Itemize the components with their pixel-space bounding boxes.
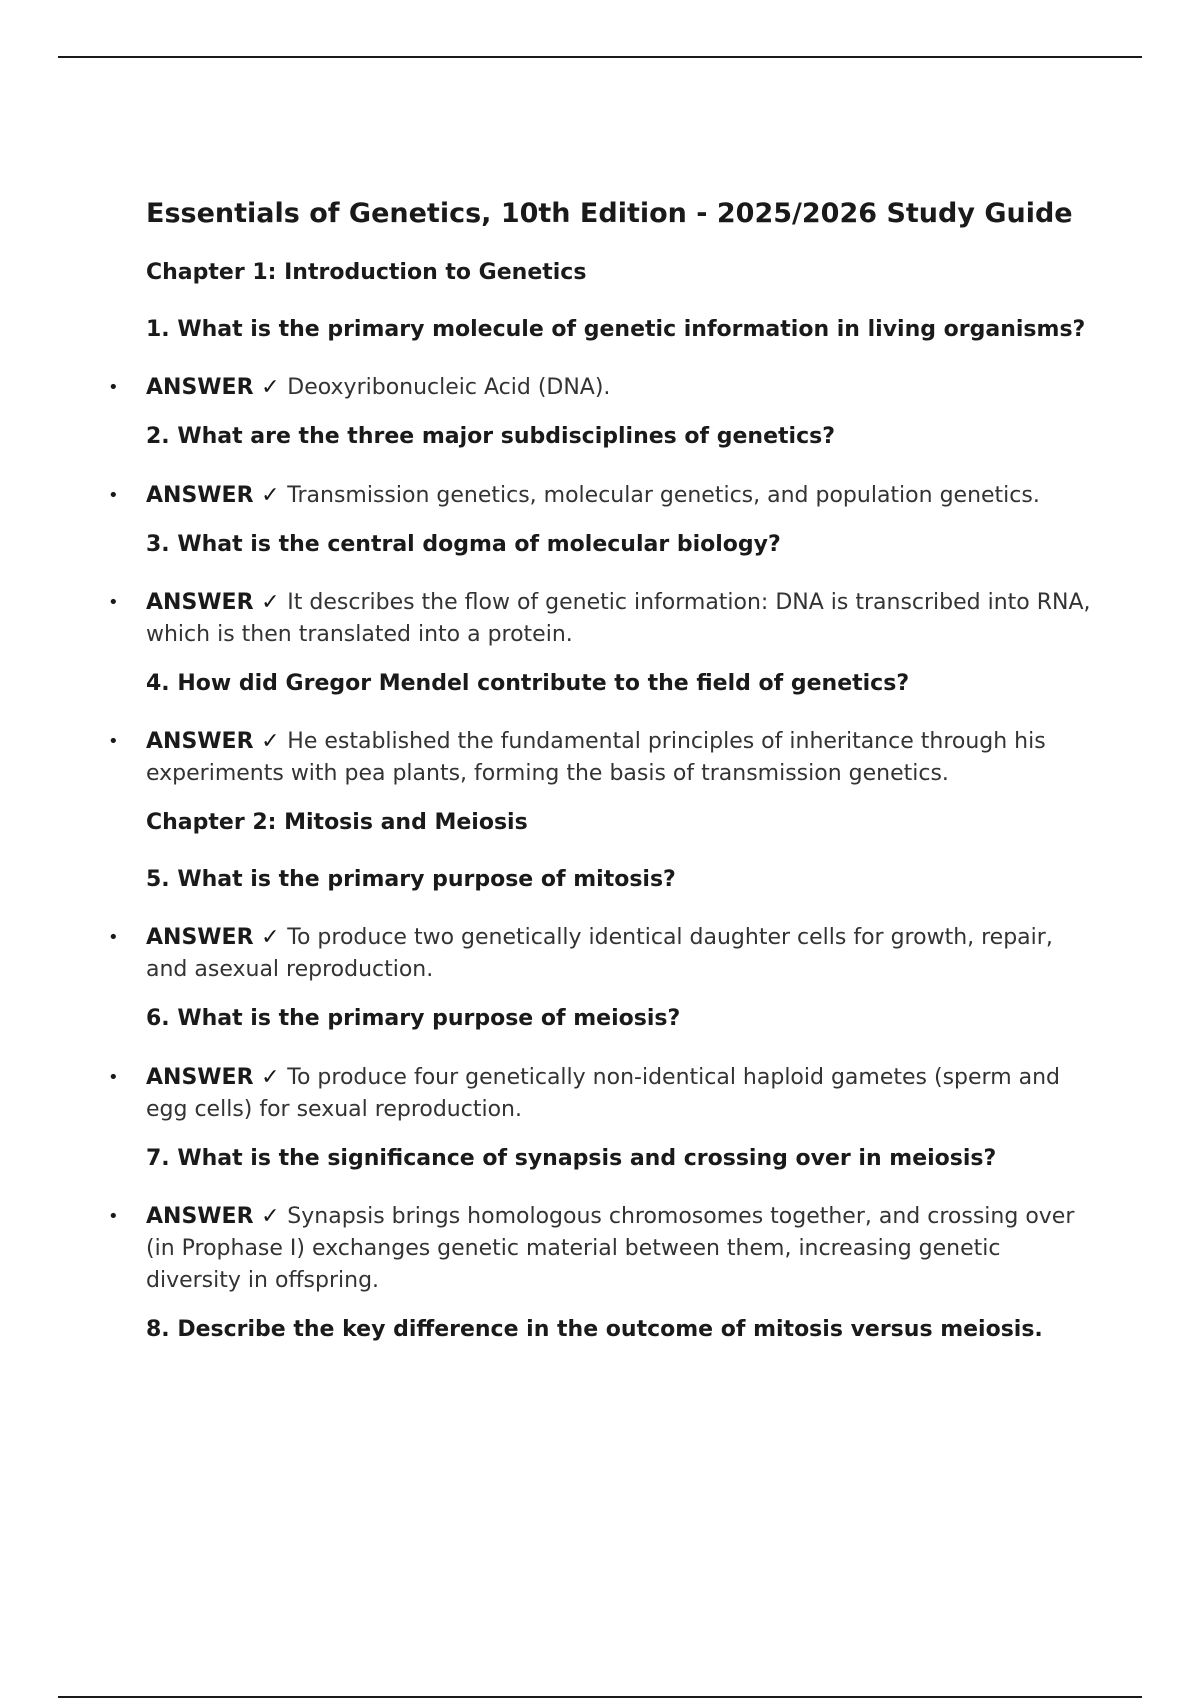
answer-item [108, 726, 1096, 790]
question: 6. What is the primary purpose of meiosis? [146, 1006, 681, 1032]
answer-label: ANSWER ✓ [146, 1064, 288, 1090]
answer-text: Synapsis brings homologous chromosomes together, and crossing over (in Prophase I) exchanges genetic material between them, increasing genetic diversity in offspring. [146, 1203, 1075, 1293]
answer-text: Transmission genetics, molecular genetics, and population genetics. [287, 482, 1040, 508]
answer-text: It describes the flow of genetic information: DNA is transcribed into RNA, which is then translated into a protein. [146, 589, 1091, 647]
answer-label: ANSWER ✓ [146, 482, 288, 508]
answer-item [108, 922, 1096, 986]
bullet-icon: • [108, 377, 119, 399]
bullet-icon: • [108, 484, 119, 506]
question: 1. What is the primary molecule of genetic information in living organisms? [146, 316, 1086, 342]
footer-rule [58, 1696, 1142, 1698]
bullet-icon: • [108, 591, 119, 613]
question: 3. What is the central dogma of molecular biology? [146, 531, 781, 557]
answer-text: To produce four genetically non-identical haploid gametes (sperm and egg cells) for sexual reproduction. [146, 1064, 1061, 1122]
answer-label: ANSWER ✓ [146, 729, 288, 755]
answer-item [108, 587, 1096, 651]
study-guide-content [108, 198, 1096, 1372]
answer-item [108, 372, 1096, 404]
bullet-icon: • [108, 927, 119, 949]
question: 7. What is the significance of synapsis and crossing over in meiosis? [146, 1145, 997, 1171]
answer-item [108, 1201, 1096, 1297]
header-rule [58, 56, 1142, 58]
answer-item [108, 1062, 1096, 1126]
answer-label: ANSWER ✓ [146, 925, 288, 951]
chapter-heading: Chapter 1: Introduction to Genetics [146, 260, 587, 286]
bullet-icon: • [108, 1066, 119, 1088]
answer-text: Deoxyribonucleic Acid (DNA). [287, 375, 611, 401]
answer-label: ANSWER ✓ [146, 1203, 288, 1229]
question: 2. What are the three major subdisciplines of genetics? [146, 424, 835, 450]
answer-label: ANSWER ✓ [146, 375, 288, 401]
answer-text: To produce two genetically identical daughter cells for growth, repair, and asexual reproduction. [146, 925, 1053, 983]
answer-text: He established the fundamental principles of inheritance through his experiments with pea plants, forming the basis of transmission genetics. [146, 729, 1046, 787]
question: 4. How did Gregor Mendel contribute to the field of genetics? [146, 670, 910, 696]
bullet-icon: • [108, 1205, 119, 1227]
chapter-heading: Chapter 2: Mitosis and Meiosis [146, 810, 528, 836]
question: 5. What is the primary purpose of mitosis? [146, 866, 676, 892]
page-title: Essentials of Genetics, 10th Edition - 2025/2026 Study Guide [146, 198, 1073, 229]
question: 8. Describe the key difference in the outcome of mitosis versus meiosis. [146, 1316, 1043, 1342]
answer-item [108, 480, 1096, 512]
answer-label: ANSWER ✓ [146, 589, 288, 615]
bullet-icon: • [108, 731, 119, 753]
